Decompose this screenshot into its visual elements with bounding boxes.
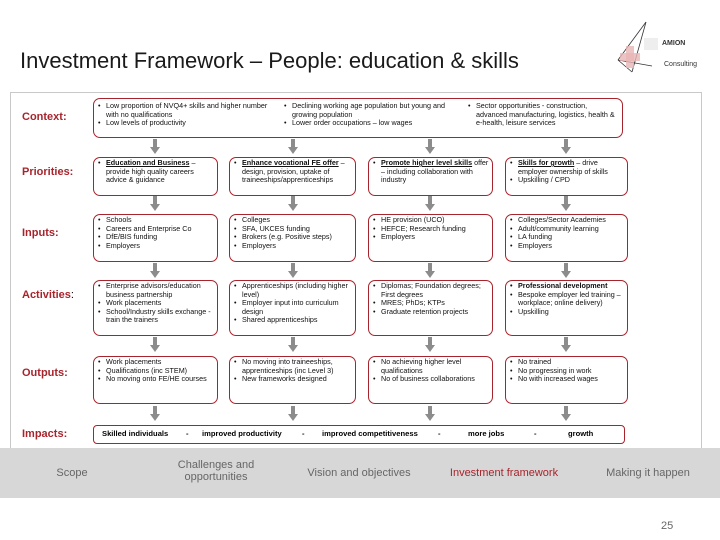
down-arrow-icon (150, 337, 160, 353)
impact-item: improved productivity (202, 429, 282, 438)
list-item: • No progressing in work (518, 367, 624, 376)
list-item: • Work placements (106, 358, 214, 367)
down-arrow-icon (150, 196, 160, 212)
nav-item-scope[interactable]: Scope (56, 467, 88, 479)
outputs-box-3 (368, 356, 493, 404)
priority-text: offer – including collaboration with industry (381, 158, 489, 185)
list-item: • No of business collaborations (381, 375, 489, 384)
list-item (242, 159, 352, 185)
down-arrow-icon (150, 406, 160, 422)
impact-separator: - (438, 429, 441, 438)
list-item: • MRES; PhDs; KTPs (381, 299, 489, 308)
list-item: • Sector opportunities - construction, advanced manufacturing, logistics, health & e-health, leisure services (476, 102, 619, 128)
list-item: • Qualifications (inc STEM) (106, 367, 214, 376)
down-arrow-icon (288, 406, 298, 422)
priority-box-3 (368, 157, 493, 196)
down-arrow-icon (561, 406, 571, 422)
context-column-3 (464, 101, 622, 128)
down-arrow-icon (150, 263, 160, 279)
list-item: • Careers and Enterprise Co (106, 225, 214, 234)
list-item: • No trained (518, 358, 624, 367)
priority-text: – design, provision, uptake of traineeships/apprenticeships (242, 158, 345, 185)
inputs-box-1 (93, 214, 218, 262)
down-arrow-icon (150, 139, 160, 155)
logo-subtitle: Consulting (664, 61, 698, 68)
list-item: • Employers (106, 242, 214, 251)
priority-heading: Education and Business (106, 158, 190, 167)
priority-box-1 (93, 157, 218, 196)
down-arrow-icon (425, 196, 435, 212)
impact-separator: - (302, 429, 305, 438)
inputs-box-3 (368, 214, 493, 262)
nav-item-making-it-happen[interactable]: Making it happen (606, 467, 690, 479)
priority-heading: Promote higher level skills (381, 158, 473, 167)
list-item: • Enterprise advisors/education business partnership (106, 282, 214, 299)
list-item: • Declining working age population but young and growing population (292, 102, 449, 119)
down-arrow-icon (425, 406, 435, 422)
nav-item-challenges[interactable]: Challenges and opportunities (177, 459, 255, 483)
row-label-outputs: Outputs: (22, 367, 68, 379)
impact-item: improved competitiveness (322, 429, 418, 438)
context-box (93, 98, 623, 138)
context-column-1 (94, 101, 276, 128)
outputs-box-2 (229, 356, 356, 404)
list-item: • LA funding (518, 233, 624, 242)
row-label-activities-colon: : (70, 289, 74, 301)
list-item: • New frameworks designed (242, 375, 352, 384)
outputs-box-4 (505, 356, 628, 404)
priority-box-2 (229, 157, 356, 196)
list-item: • Colleges (242, 216, 352, 225)
context-column-2 (280, 101, 452, 128)
inputs-box-2 (229, 214, 356, 262)
row-label-priorities: Priorities: (22, 166, 74, 178)
list-item: • Upskilling / CPD (518, 176, 624, 185)
list-item: • Professional development (518, 282, 624, 291)
page-title: Investment Framework – People: education & skills (20, 48, 519, 73)
priority-text: – drive employer ownership of skills (518, 158, 608, 176)
down-arrow-icon (561, 337, 571, 353)
list-item: • Shared apprenticeships (242, 316, 352, 325)
impact-item: more jobs (468, 429, 505, 438)
nav-item-vision[interactable]: Vision and objectives (307, 467, 411, 479)
page-number: 25 (661, 520, 674, 532)
row-label-activities (22, 289, 74, 301)
list-item: • Lower order occupations – low wages (292, 119, 449, 128)
list-item: • Employers (518, 242, 624, 251)
priority-text: – provide high quality careers advice & guidance (106, 158, 196, 185)
list-item: • Low proportion of NVQ4+ skills and higher number with no qualifications (106, 102, 273, 119)
list-item: • SFA, UKCES funding (242, 225, 352, 234)
nav-item-investment-framework[interactable]: Investment framework (449, 467, 559, 479)
list-item (518, 159, 624, 176)
down-arrow-icon (561, 139, 571, 155)
inputs-box-4 (505, 214, 628, 262)
activities-box-3 (368, 280, 493, 336)
section-nav (0, 448, 720, 498)
impacts-bar (93, 425, 625, 444)
list-item (106, 159, 214, 185)
list-item: • Employer input into curriculum design (242, 299, 352, 316)
logo-name: AMION (662, 40, 686, 47)
outputs-box-1 (93, 356, 218, 404)
list-item (381, 159, 489, 185)
list-item: • Employers (242, 242, 352, 251)
impact-separator: - (186, 429, 189, 438)
list-item: • Adult/community learning (518, 225, 624, 234)
row-label-inputs: Inputs: (22, 227, 59, 239)
down-arrow-icon (561, 263, 571, 279)
row-label-impacts: Impacts: (22, 428, 68, 440)
down-arrow-icon (288, 196, 298, 212)
list-item: • No with increased wages (518, 375, 624, 384)
priority-heading: Enhance vocational FE offer (242, 158, 339, 167)
impact-item: Skilled individuals (102, 429, 169, 438)
list-item: • Diplomas; Foundation degrees; First degrees (381, 282, 489, 299)
down-arrow-icon (425, 337, 435, 353)
list-item: • Apprenticeships (including higher level) (242, 282, 352, 299)
logo-mark-icon (612, 20, 702, 80)
list-item: • School/Industry skills exchange - train the trainers (106, 308, 214, 325)
list-item: • HE provision (UCO) (381, 216, 489, 225)
activities-box-1 (93, 280, 218, 336)
list-item: • Upskilling (518, 308, 624, 317)
priority-box-4 (505, 157, 628, 196)
amion-logo (612, 20, 702, 80)
list-item: • No moving into traineeships, apprenticeships (inc Level 3) (242, 358, 352, 375)
impact-separator: - (534, 429, 537, 438)
down-arrow-icon (561, 196, 571, 212)
list-item: • Graduate retention projects (381, 308, 489, 317)
activities-box-4 (505, 280, 628, 336)
activities-box-2 (229, 280, 356, 336)
list-item: • Bespoke employer led training – workplace; online delivery) (518, 291, 624, 308)
down-arrow-icon (288, 139, 298, 155)
down-arrow-icon (288, 337, 298, 353)
list-item: • Colleges/Sector Academies (518, 216, 624, 225)
list-item: • DfE/BIS funding (106, 233, 214, 242)
row-label-context: Context: (22, 111, 67, 123)
list-item: • No moving onto FE/HE courses (106, 375, 214, 384)
list-item: • Employers (381, 233, 489, 242)
list-item: • Work placements (106, 299, 214, 308)
list-item: • Brokers (e.g. Positive steps) (242, 233, 352, 242)
list-item: • HEFCE; Research funding (381, 225, 489, 234)
row-label-activities-text: Activities (22, 289, 71, 301)
down-arrow-icon (425, 139, 435, 155)
down-arrow-icon (288, 263, 298, 279)
impact-item: growth (568, 429, 594, 438)
list-item: • No achieving higher level qualifications (381, 358, 489, 375)
list-item: • Low levels of productivity (106, 119, 273, 128)
down-arrow-icon (425, 263, 435, 279)
list-item: • Schools (106, 216, 214, 225)
priority-heading: Skills for growth (518, 158, 575, 167)
